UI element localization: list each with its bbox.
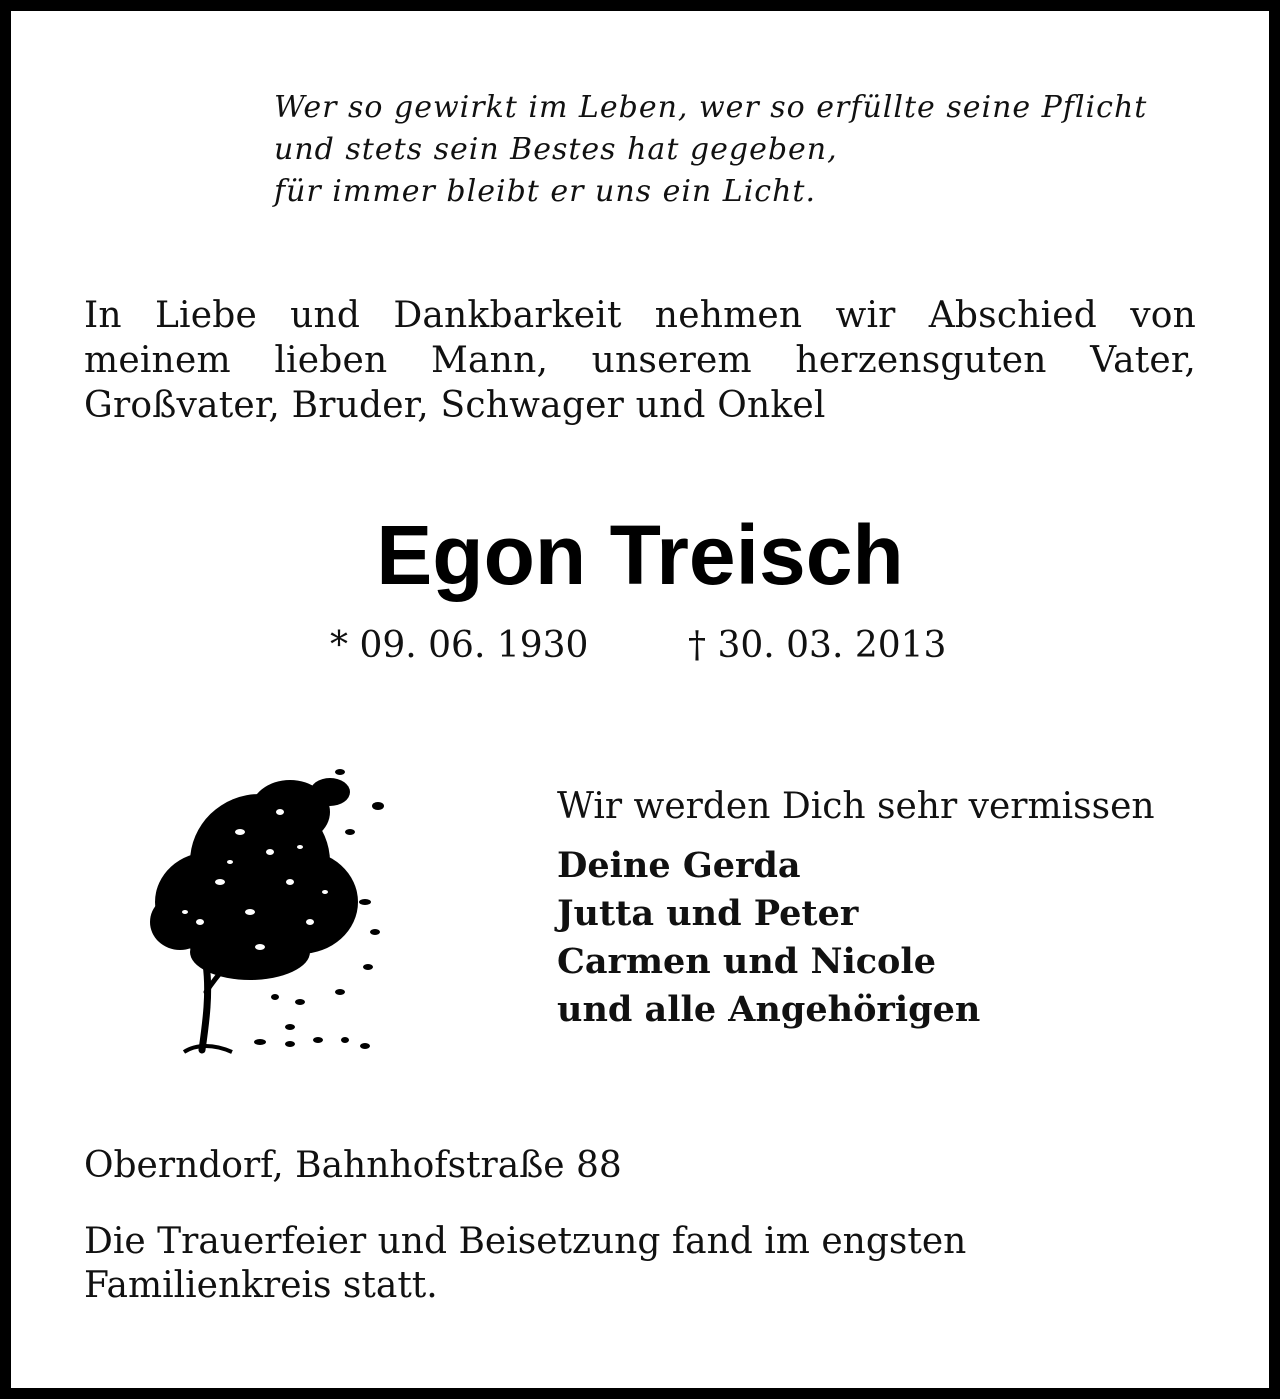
mourners-list	[557, 842, 1217, 1034]
intro-line: meinem lieben Mann, unserem herzensguten Vater,	[84, 340, 1196, 381]
address: Oberndorf, Bahnhofstraße 88	[84, 1145, 622, 1186]
life-dates	[330, 622, 1030, 672]
farewell-text: Wir werden Dich sehr vermissen	[557, 786, 1155, 827]
mourner-name: Jutta und Peter	[557, 893, 859, 934]
poem-line: und stets sein Bestes hat gegeben,	[274, 132, 838, 167]
mourner-name: Carmen und Nicole	[557, 941, 936, 982]
memorial-poem	[274, 87, 1214, 213]
windblown-tree-icon	[140, 752, 400, 1062]
note-line: Die Trauerfeier und Beisetzung fand im engsten	[84, 1221, 967, 1262]
death-date: † 30. 03. 2013	[688, 625, 947, 666]
intro-line: Großvater, Bruder, Schwager und Onkel	[84, 385, 826, 426]
mourner-name: Deine Gerda	[557, 845, 801, 886]
birth-date: * 09. 06. 1930	[330, 625, 589, 666]
poem-line: für immer bleibt er uns ein Licht.	[274, 174, 817, 209]
funeral-note	[84, 1220, 1196, 1308]
intro-line: In Liebe und Dankbarkeit nehmen wir Abschied von	[84, 295, 1196, 336]
deceased-name: Egon Treisch	[376, 508, 904, 602]
mourner-name: und alle Angehörigen	[557, 989, 981, 1030]
poem-line: Wer so gewirkt im Leben, wer so erfüllte seine Pflicht	[274, 90, 1148, 125]
intro-paragraph	[84, 293, 1196, 428]
note-line: Familienkreis statt.	[84, 1265, 438, 1306]
